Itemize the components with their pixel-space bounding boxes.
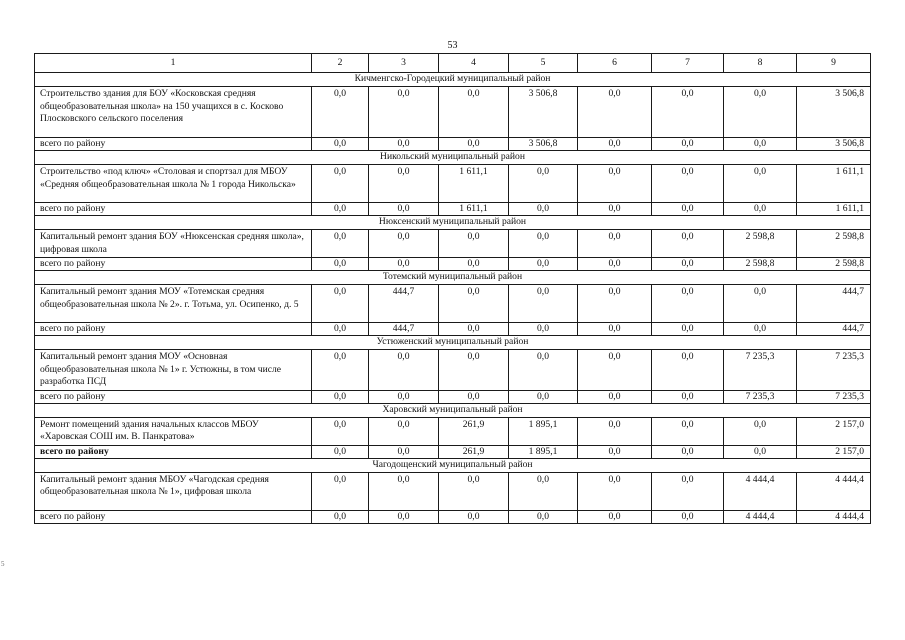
region-header-row [35,216,871,230]
value-cell: 3 506,8 [509,87,578,138]
value-cell: 0,0 [312,417,369,445]
total-value-cell: 0,0 [369,390,439,403]
column-number-row [35,54,871,73]
region-name: Никольский муниципальный район [35,151,871,165]
value-cell: 0,0 [312,230,369,258]
value-cell: 1 611,1 [797,165,871,203]
project-row [35,87,871,138]
total-value-cell: 1 611,1 [797,203,871,216]
region-name: Устюженский муниципальный район [35,336,871,350]
total-value-cell: 0,0 [439,510,509,523]
total-value-cell: 0,0 [439,138,509,151]
project-row [35,165,871,203]
total-value-cell: 2 598,8 [797,258,871,271]
value-cell: 0,0 [439,472,509,510]
district-total-label: всего по району [35,390,312,403]
value-cell: 0,0 [578,472,652,510]
total-value-cell: 0,0 [312,203,369,216]
value-cell: 0,0 [439,230,509,258]
district-total-row [35,390,871,403]
value-cell: 0,0 [312,350,369,391]
project-name: Ремонт помещений здания начальных классов МБОУ «Харовская СОШ им. В. Панкратова» [35,417,312,445]
value-cell: 0,0 [369,230,439,258]
value-cell: 0,0 [439,350,509,391]
total-value-cell: 0,0 [439,258,509,271]
region-name: Кичменгско-Городецкий муниципальный район [35,73,871,87]
column-number: 9 [797,54,871,73]
value-cell: 2 157,0 [797,417,871,445]
project-name: Капитальный ремонт здания МОУ «Основная общеобразовательная школа № 1» г. Устюжны, в том числе разработка ПСД [35,350,312,391]
column-number: 6 [578,54,652,73]
total-value-cell: 0,0 [312,138,369,151]
total-value-cell: 0,0 [578,390,652,403]
page-number: 53 [447,40,458,51]
district-total-label: всего по району [35,510,312,523]
value-cell: 0,0 [509,285,578,323]
total-value-cell: 0,0 [312,323,369,336]
value-cell: 0,0 [652,165,724,203]
value-cell: 3 506,8 [797,87,871,138]
value-cell: 0,0 [652,472,724,510]
project-name: Капитальный ремонт здания БОУ «Нюксенская средняя школа», цифровая школа [35,230,312,258]
value-cell: 0,0 [369,87,439,138]
district-total-label: всего по району [35,138,312,151]
value-cell: 0,0 [652,87,724,138]
district-total-row [35,445,871,458]
total-value-cell: 444,7 [369,323,439,336]
value-cell: 0,0 [509,350,578,391]
total-value-cell: 0,0 [578,323,652,336]
total-value-cell: 0,0 [509,510,578,523]
total-value-cell: 2 598,8 [724,258,797,271]
total-value-cell: 1 611,1 [439,203,509,216]
total-value-cell: 7 235,3 [724,390,797,403]
total-value-cell: 0,0 [578,445,652,458]
project-name: Капитальный ремонт здания МОУ «Тотемская средняя общеобразовательная школа № 2». г. Тотьма, ул. Осипенко, д. 5 [35,285,312,323]
total-value-cell: 0,0 [724,203,797,216]
value-cell: 0,0 [369,417,439,445]
value-cell: 0,0 [652,230,724,258]
value-cell: 0,0 [312,285,369,323]
total-value-cell: 0,0 [312,445,369,458]
region-name: Харовский муниципальный район [35,403,871,417]
value-cell: 0,0 [439,285,509,323]
region-name: Тотемский муниципальный район [35,271,871,285]
value-cell: 0,0 [369,165,439,203]
column-number: 3 [369,54,439,73]
total-value-cell: 0,0 [578,258,652,271]
total-value-cell: 0,0 [439,323,509,336]
total-value-cell: 0,0 [312,510,369,523]
value-cell: 0,0 [578,417,652,445]
value-cell: 0,0 [652,285,724,323]
project-row [35,285,871,323]
total-value-cell: 0,0 [509,258,578,271]
value-cell: 0,0 [312,87,369,138]
value-cell: 1 895,1 [509,417,578,445]
project-name: Строительство здания для БОУ «Косковская средняя общеобразовательная школа» на 150 учащихся в с. Косково Плосковского сельского поселения [35,87,312,138]
district-total-label: всего по району [35,258,312,271]
value-cell: 0,0 [578,350,652,391]
budget-table [34,53,871,524]
total-value-cell: 0,0 [724,445,797,458]
total-value-cell: 7 235,3 [797,390,871,403]
total-value-cell: 0,0 [509,323,578,336]
project-row [35,417,871,445]
total-value-cell: 0,0 [652,510,724,523]
district-total-label: всего по району [35,323,312,336]
total-value-cell: 0,0 [509,390,578,403]
project-name: Капитальный ремонт здания МБОУ «Чагодская средняя общеобразовательная школа № 1», цифровая школа [35,472,312,510]
column-number: 5 [509,54,578,73]
district-total-row [35,510,871,523]
total-value-cell: 0,0 [369,258,439,271]
value-cell: 0,0 [509,472,578,510]
total-value-cell: 0,0 [369,445,439,458]
value-cell: 2 598,8 [797,230,871,258]
total-value-cell: 3 506,8 [509,138,578,151]
district-total-row [35,323,871,336]
total-value-cell: 0,0 [724,323,797,336]
total-value-cell: 0,0 [578,138,652,151]
total-value-cell: 0,0 [312,258,369,271]
total-value-cell: 3 506,8 [797,138,871,151]
district-total-label: всего по району [35,203,312,216]
value-cell: 2 598,8 [724,230,797,258]
total-value-cell: 0,0 [578,203,652,216]
value-cell: 0,0 [578,285,652,323]
value-cell: 0,0 [724,285,797,323]
column-number: 2 [312,54,369,73]
value-cell: 0,0 [724,165,797,203]
total-value-cell: 0,0 [369,203,439,216]
region-name: Чагодощенский муниципальный район [35,458,871,472]
region-header-row [35,151,871,165]
value-cell: 0,0 [369,472,439,510]
total-value-cell: 0,0 [652,390,724,403]
value-cell: 444,7 [797,285,871,323]
value-cell: 0,0 [724,87,797,138]
total-value-cell: 1 895,1 [509,445,578,458]
total-value-cell: 0,0 [509,203,578,216]
column-number: 4 [439,54,509,73]
total-value-cell: 0,0 [578,510,652,523]
value-cell: 0,0 [578,230,652,258]
district-total-row [35,138,871,151]
value-cell: 0,0 [369,350,439,391]
total-value-cell: 2 157,0 [797,445,871,458]
total-value-cell: 0,0 [439,390,509,403]
value-cell: 0,0 [509,230,578,258]
region-header-row [35,403,871,417]
margin-mark: 5 [1,560,5,568]
project-row [35,350,871,391]
region-header-row [35,458,871,472]
value-cell: 0,0 [312,165,369,203]
region-header-row [35,271,871,285]
value-cell: 0,0 [578,87,652,138]
region-name: Нюксенский муниципальный район [35,216,871,230]
project-name: Строительство «под ключ» «Столовая и спортзал для МБОУ «Средняя общеобразовательная школа № 1 города Никольска» [35,165,312,203]
value-cell: 7 235,3 [797,350,871,391]
column-number: 7 [652,54,724,73]
total-value-cell: 0,0 [652,323,724,336]
total-value-cell: 4 444,4 [724,510,797,523]
total-value-cell: 0,0 [652,258,724,271]
total-value-cell: 4 444,4 [797,510,871,523]
value-cell: 0,0 [652,417,724,445]
total-value-cell: 261,9 [439,445,509,458]
region-header-row [35,336,871,350]
value-cell: 0,0 [439,87,509,138]
value-cell: 4 444,4 [797,472,871,510]
district-total-label: всего по району [35,445,312,458]
total-value-cell: 0,0 [369,138,439,151]
total-value-cell: 444,7 [797,323,871,336]
district-total-row [35,203,871,216]
value-cell: 0,0 [509,165,578,203]
region-header-row [35,73,871,87]
total-value-cell: 0,0 [369,510,439,523]
project-row [35,230,871,258]
value-cell: 261,9 [439,417,509,445]
total-value-cell: 0,0 [312,390,369,403]
value-cell: 7 235,3 [724,350,797,391]
value-cell: 4 444,4 [724,472,797,510]
district-total-row [35,258,871,271]
value-cell: 0,0 [578,165,652,203]
value-cell: 0,0 [724,417,797,445]
value-cell: 0,0 [652,350,724,391]
value-cell: 0,0 [312,472,369,510]
total-value-cell: 0,0 [652,445,724,458]
project-row [35,472,871,510]
value-cell: 444,7 [369,285,439,323]
value-cell: 1 611,1 [439,165,509,203]
total-value-cell: 0,0 [652,138,724,151]
column-number: 1 [35,54,312,73]
total-value-cell: 0,0 [652,203,724,216]
total-value-cell: 0,0 [724,138,797,151]
column-number: 8 [724,54,797,73]
